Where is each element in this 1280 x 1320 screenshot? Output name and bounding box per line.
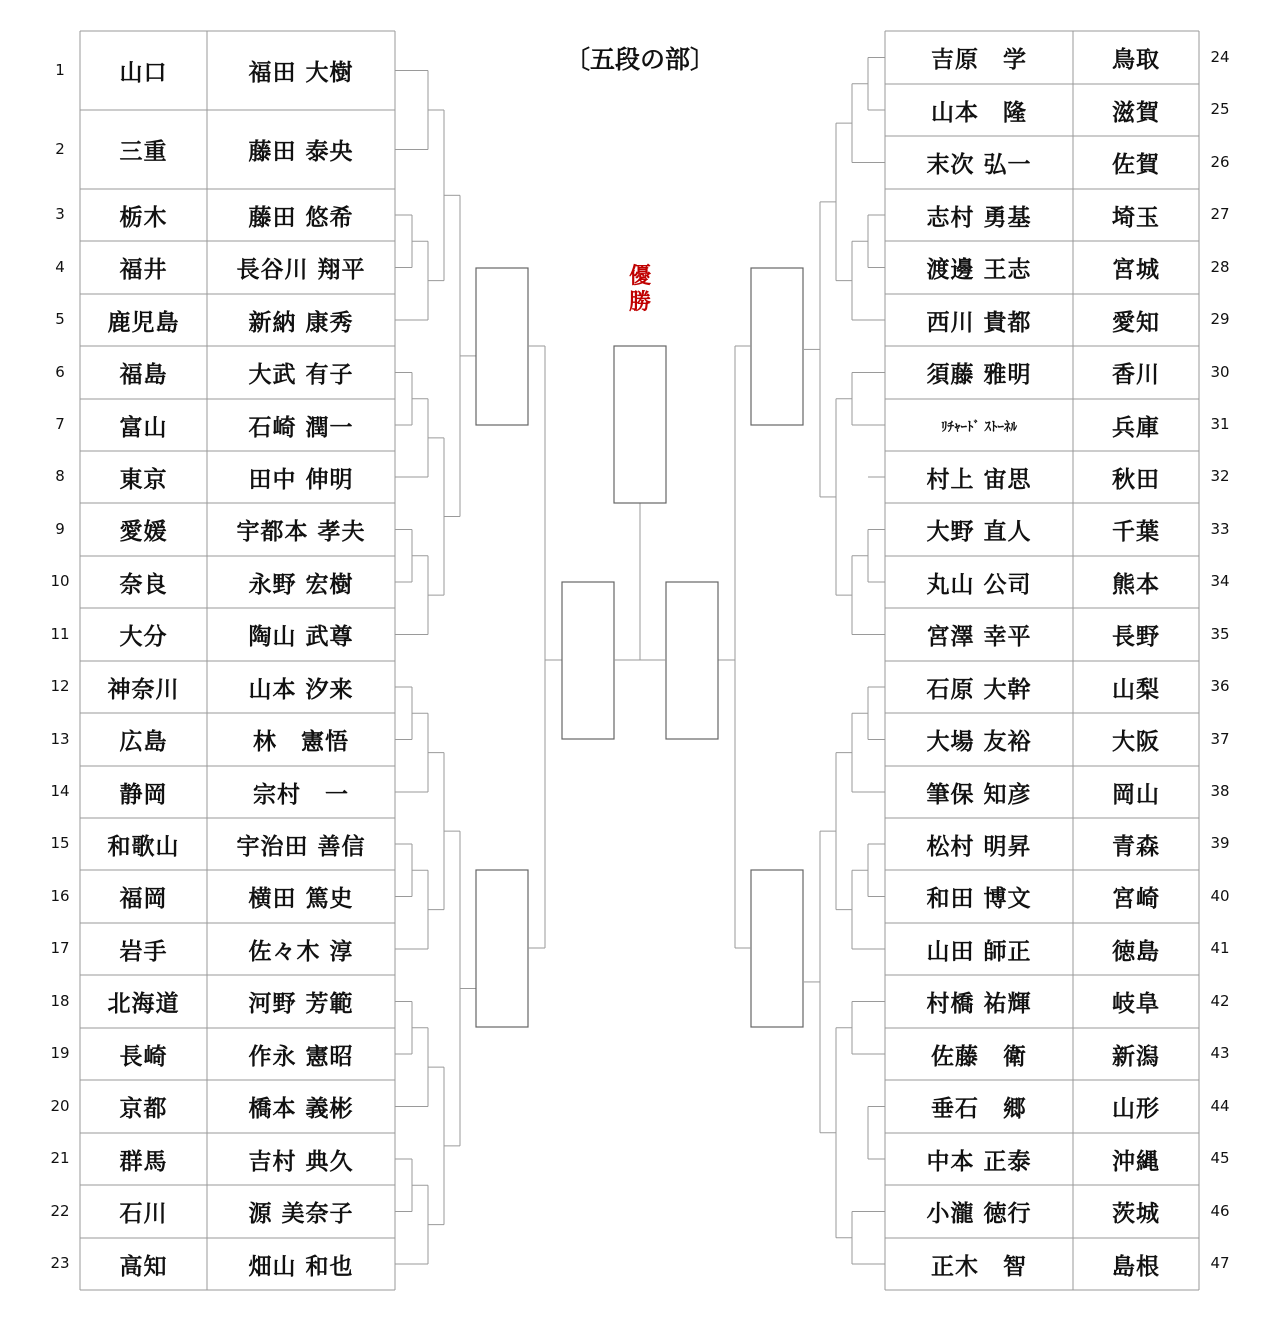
entry-number: 30 [1210,362,1230,381]
entry-number: 28 [1210,257,1230,276]
semifinal-box-right [666,582,718,739]
entry-prefecture: 神奈川 [107,676,180,703]
entry-number: 37 [1210,729,1230,748]
entry-prefecture: 秋田 [1112,466,1160,493]
entry-prefecture: 群馬 [119,1148,168,1175]
entry-player-name: 垂石 郷 [931,1096,1027,1122]
entry-number: 19 [50,1044,70,1062]
entry-prefecture: 山梨 [1112,676,1160,703]
entry-prefecture: 北海道 [107,991,180,1017]
entry-player-name: 石崎 潤一 [248,414,354,441]
entry-prefecture: 福島 [119,362,168,388]
entry-prefecture: 滋賀 [1112,99,1160,126]
entry-number: 18 [50,991,70,1010]
entry-player-name: 田中 伸明 [248,466,354,493]
entry-prefecture: 徳島 [1112,938,1160,965]
entry-player-name: 宗村 一 [253,781,349,808]
entry-player-name: 山田 師正 [926,938,1032,965]
entry-player-name: 筆保 知彦 [926,781,1032,808]
entry-player-name: 丸山 公司 [926,571,1032,598]
entry-player-name: 陶山 武尊 [248,624,354,650]
entry-number: 27 [1210,205,1230,223]
quarterfinal-box-right-bottom [751,870,803,1027]
entry-player-name: 宮澤 幸平 [926,624,1032,650]
entry-player-name: 西川 貴都 [926,309,1032,336]
entry-number: 32 [1210,467,1230,485]
entry-number: 3 [55,205,65,223]
entry-number: 21 [50,1149,70,1167]
entry-player-name: 畑山 和也 [248,1253,354,1280]
entry-player-name: 大野 直人 [926,519,1032,545]
entry-prefecture: 静岡 [119,781,168,808]
entry-player-name: 石原 大幹 [926,676,1032,703]
entry-prefecture: 愛知 [1112,309,1160,336]
entry-number: 39 [1210,834,1230,852]
entry-prefecture: 青森 [1112,833,1160,860]
entry-number: 46 [1210,1201,1230,1220]
entry-number: 24 [1210,47,1230,66]
entry-player-name: ﾘﾁｬｰﾄﾞ ｽﾄｰﾈﾙ [940,419,1018,435]
entry-prefecture: 奈良 [119,571,168,598]
entry-player-name: 志村 勇基 [926,204,1032,231]
entry-prefecture: 長野 [1112,624,1160,650]
entry-player-name: 中本 正泰 [926,1148,1032,1175]
entry-number: 16 [50,886,70,905]
entry-number: 29 [1210,310,1230,328]
entry-prefecture: 岡山 [1112,781,1160,808]
entry-player-name: 橋本 義彬 [248,1096,354,1122]
entry-prefecture: 京都 [119,1096,168,1122]
entry-number: 31 [1210,415,1230,433]
entry-player-name: 河野 芳範 [248,991,354,1017]
entry-prefecture: 石川 [119,1201,168,1227]
entry-prefecture: 富山 [119,414,168,441]
entry-number: 2 [55,139,65,158]
quarterfinal-box-right-top [751,268,803,425]
entry-prefecture: 栃木 [119,204,168,231]
entry-number: 45 [1210,1149,1230,1167]
entry-player-name: 松村 明昇 [926,833,1032,860]
entry-player-name: 藤田 悠希 [248,204,354,231]
entry-prefecture: 愛媛 [119,519,168,545]
entry-player-name: 渡邊 王志 [926,257,1032,283]
entry-prefecture: 茨城 [1112,1201,1160,1227]
entry-player-name: 林 憲悟 [253,729,349,755]
entry-number: 35 [1210,624,1230,643]
entry-number: 34 [1210,572,1230,590]
entry-player-name: 佐々木 淳 [248,938,354,965]
entry-prefecture: 長崎 [119,1043,168,1070]
entry-prefecture: 福岡 [119,886,168,912]
entry-prefecture: 島根 [1112,1253,1160,1280]
entry-number: 26 [1210,152,1230,171]
entry-number: 11 [50,624,70,643]
entry-player-name: 宇治田 善信 [236,833,366,860]
entry-prefecture: 熊本 [1112,571,1160,598]
entry-number: 1 [55,60,65,79]
entry-number: 38 [1210,782,1230,800]
entry-prefecture: 広島 [119,729,168,755]
entry-number: 36 [1210,677,1230,695]
entry-player-name: 正木 智 [931,1253,1027,1280]
quarterfinal-box-left-top [476,268,528,425]
entry-player-name: 作永 憲昭 [248,1043,354,1070]
quarterfinal-box-left-bottom [476,870,528,1027]
entry-prefecture: 和歌山 [107,833,180,860]
entry-prefecture: 高知 [119,1253,168,1280]
entry-prefecture: 新潟 [1112,1043,1160,1070]
entry-player-name: 大場 友裕 [926,729,1032,755]
entry-prefecture: 千葉 [1112,519,1160,545]
entry-number: 41 [1210,939,1230,957]
entry-prefecture: 鹿児島 [107,309,180,336]
entry-player-name: 福田 大樹 [248,60,354,86]
entry-number: 20 [50,1096,70,1115]
entry-player-name: 末次 弘一 [926,152,1032,178]
entry-player-name: 吉村 典久 [248,1148,354,1175]
entry-prefecture: 宮城 [1112,257,1160,283]
entry-number: 10 [50,572,70,590]
entry-player-name: 須藤 雅明 [926,362,1032,388]
entry-player-name: 佐藤 衛 [931,1043,1027,1070]
entry-number: 7 [55,415,65,433]
entry-prefecture: 福井 [119,257,168,283]
entry-player-name: 吉原 学 [931,47,1027,73]
entry-prefecture: 山口 [119,60,168,86]
entry-player-name: 源 美奈子 [248,1201,354,1227]
entry-prefecture: 東京 [119,466,168,493]
entry-player-name: 宇都本 孝夫 [236,519,366,545]
entry-prefecture: 大分 [119,624,168,650]
entry-player-name: 和田 博文 [926,886,1032,912]
entry-prefecture: 三重 [119,139,168,165]
entry-player-name: 山本 汐来 [248,676,354,703]
entry-player-name: 藤田 泰央 [248,139,354,165]
entry-number: 6 [55,362,65,381]
entry-player-name: 大武 有子 [248,362,354,388]
entry-number: 40 [1210,886,1230,905]
entry-player-name: 山本 隆 [931,99,1027,126]
entry-number: 25 [1210,100,1230,118]
entry-player-name: 新納 康秀 [248,309,354,336]
entry-prefecture: 山形 [1112,1096,1160,1122]
entry-prefecture: 埼玉 [1112,204,1160,231]
entry-prefecture: 岐阜 [1112,991,1160,1017]
entry-player-name: 村上 宙思 [926,466,1032,493]
champion-label: 優 勝 [628,264,651,315]
entry-number: 12 [50,677,70,695]
entry-prefecture: 鳥取 [1112,47,1160,73]
entry-player-name: 長谷川 翔平 [236,257,366,283]
entry-prefecture: 大阪 [1112,729,1160,755]
entry-number: 8 [55,467,65,485]
entry-player-name: 村橋 祐輝 [926,991,1032,1017]
entry-number: 44 [1210,1096,1230,1115]
entry-number: 5 [55,310,65,328]
entry-prefecture: 沖縄 [1112,1148,1160,1175]
entry-player-name: 横田 篤史 [248,886,354,912]
entry-number: 42 [1210,991,1230,1010]
entry-number: 4 [55,257,65,276]
entry-prefecture: 岩手 [119,938,168,965]
entry-prefecture: 宮崎 [1112,886,1160,912]
entry-number: 15 [50,834,70,852]
entry-number: 9 [55,519,65,538]
entry-prefecture: 香川 [1112,362,1160,388]
semifinal-box-left [562,582,614,739]
entry-number: 23 [50,1254,70,1272]
entry-prefecture: 兵庫 [1112,414,1160,441]
entry-number: 17 [50,939,70,957]
page-title: 〔五段の部〕 [564,45,715,74]
entry-number: 13 [50,729,70,748]
entry-number: 22 [50,1201,70,1220]
entry-prefecture: 佐賀 [1112,152,1160,178]
champion-box [614,346,666,503]
entry-number: 14 [50,782,70,800]
entry-player-name: 小瀧 徳行 [926,1201,1032,1227]
entry-number: 43 [1210,1044,1230,1062]
entry-number: 47 [1210,1254,1230,1272]
entry-number: 33 [1210,519,1230,538]
entry-player-name: 永野 宏樹 [248,571,354,598]
